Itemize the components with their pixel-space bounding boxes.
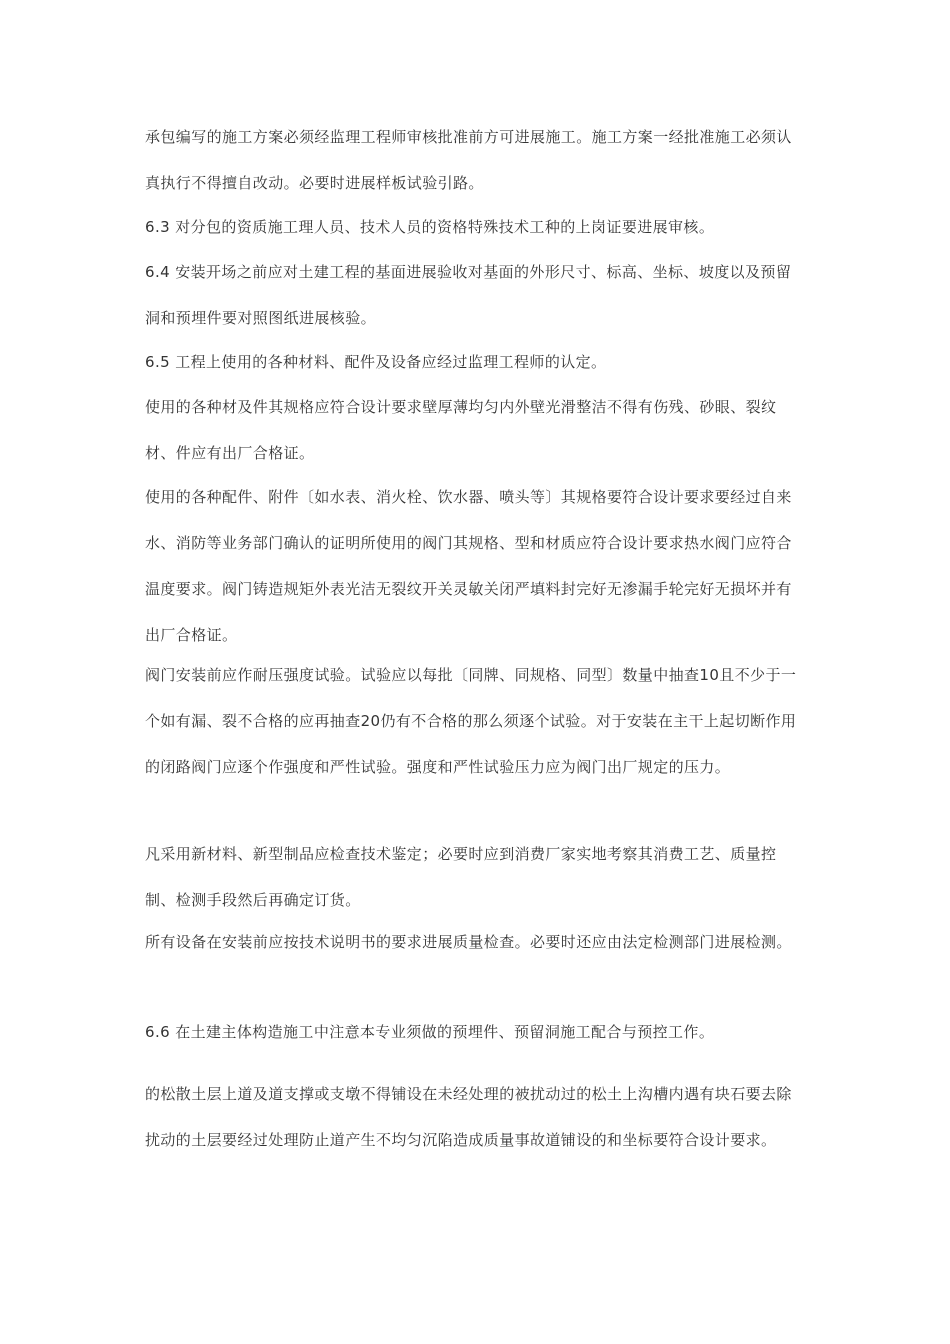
paragraph-valve-test: 阀门安装前应作耐压强度试验。试验应以每批〔同牌、同规格、同型〕数量中抽查10且不少于一个如有漏、裂不合格的应再抽查20仍有不合格的那么须逐个试验。对于安装在主干上起切断作用的闭路阀门应逐个作强度和严性试验。强度和严性试验压力应为阀门出厂规定的压力。 xyxy=(145,666,797,776)
paragraph-materials: 使用的各种材及件其规格应符合设计要求壁厚薄均匀内外壁光滑整洁不得有伤残、砂眼、裂纹材、件应有出厂合格证。 xyxy=(145,398,777,462)
paragraph-6-4: 6.4 安装开场之前应对土建工程的基面进展验收对基面的外形尺寸、标高、坐标、坡度以及预留洞和预埋件要对照图纸进展核验。 xyxy=(145,263,792,327)
paragraph-fittings: 使用的各种配件、附件〔如水表、消火栓、饮水器、喷头等〕其规格要符合设计要求要经过自来水、消防等业务部门确认的证明所使用的阀门其规格、型和材质应符合设计要求热水阀门应符合温度要求。阀门铸造规矩外表光洁无裂纹开关灵敏关闭严填料封完好无渗漏手轮完好无损坏并有出厂合格证。 xyxy=(145,488,792,644)
paragraph-6-5: 6.5 工程上使用的各种材料、配件及设备应经过监理工程师的认定。 xyxy=(145,353,607,371)
paragraph-new-materials: 凡采用新材料、新型制品应检查技术鉴定；必要时应到消费厂家实地考察其消费工艺、质量控制、检测手段然后再确定订货。 xyxy=(145,845,777,909)
paragraph-6-6: 6.6 在土建主体构造施工中注意本专业须做的预埋件、预留洞施工配合与预控工作。 xyxy=(145,1023,715,1041)
paragraph-equipment-check: 所有设备在安装前应按技术说明书的要求进展质量检查。必要时还应由法定检测部门进展检测。 xyxy=(145,933,792,951)
paragraph-6-3: 6.3 对分包的资质施工理人员、技术人员的资格特殊技术工种的上岗证要进展审核。 xyxy=(145,218,715,236)
paragraph-construction-plan: 承包编写的施工方案必须经监理工程师审核批准前方可进展施工。施工方案一经批准施工必须认真执行不得擅自改动。必要时进展样板试验引路。 xyxy=(145,128,792,192)
paragraph-soil-layer: 的松散土层上道及道支撑或支墩不得铺设在未经处理的被扰动过的松土上沟槽内遇有块石要去除扰动的土层要经过处理防止道产生不均匀沉陷造成质量事故道铺设的和坐标要符合设计要求。 xyxy=(145,1085,792,1149)
